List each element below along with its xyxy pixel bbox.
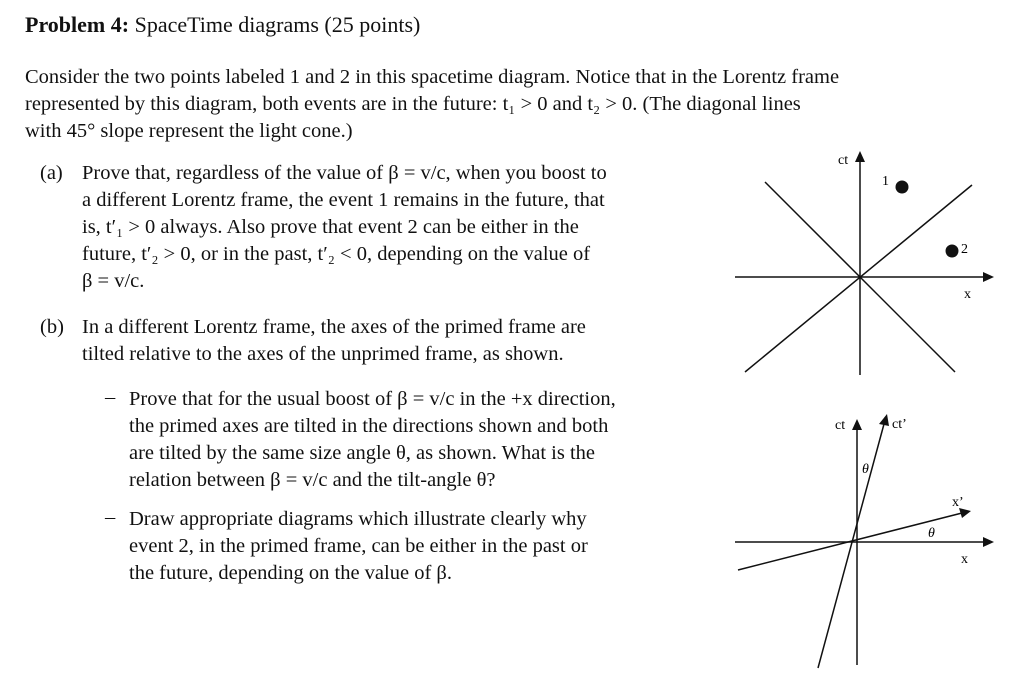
bullet-dash: – xyxy=(105,386,116,408)
part-a-line: is, t′₁ > 0 always. Also prove that event 2 can be either in the xyxy=(82,216,579,238)
part-a-line: a different Lorentz frame, the event 1 remains in the future, that xyxy=(82,189,605,211)
tilt-angle-t-label: θ xyxy=(862,462,869,477)
intro-line: with 45° slope represent the light cone.) xyxy=(25,120,353,142)
event-1-label: 1 xyxy=(882,174,889,189)
bullet-line: Draw appropriate diagrams which illustrate clearly why xyxy=(129,508,587,530)
bullet-line: the future, depending on the value of β. xyxy=(129,562,452,584)
intro-line: represented by this diagram, both events are in the future: t₁ > 0 and t₂ > 0. (The diagonal lines xyxy=(25,93,801,115)
x-axis-arrow xyxy=(983,537,994,547)
intro-line: Consider the two points labeled 1 and 2 in this spacetime diagram. Notice that in the Lorentz frame xyxy=(25,66,840,88)
ct-axis-arrow xyxy=(855,151,865,162)
part-b-line: tilted relative to the axes of the unprimed frame, as shown. xyxy=(82,343,564,365)
ct-prime-axis xyxy=(818,424,884,668)
x-axis-label: x xyxy=(964,287,971,302)
intro-paragraph xyxy=(25,64,1000,145)
part-a-line: β = v/c. xyxy=(82,270,145,292)
part-a-text xyxy=(82,160,712,295)
bullet-line: the primed axes are tilted in the directions shown and both xyxy=(129,415,609,437)
bullet-line: are tilted by the same size angle θ, as shown. What is the xyxy=(129,442,596,464)
ct-prime-axis-label: ct’ xyxy=(892,417,907,432)
part-b-label: (b) xyxy=(40,316,64,338)
part-b-text xyxy=(82,314,712,368)
problem-heading: SpaceTime diagrams (25 points) xyxy=(134,12,421,37)
ct-axis-label: ct xyxy=(838,153,849,168)
event-1-dot xyxy=(896,181,909,194)
part-a-label: (a) xyxy=(40,162,63,184)
tilt-angle-x-label: θ xyxy=(928,526,935,541)
part-a-line: Prove that, regardless of the value of β = v/c, when you boost to xyxy=(82,162,607,184)
ct-axis-label: ct xyxy=(835,418,846,433)
part-a-line: future, t′₂ > 0, or in the past, t′₂ < 0, depending on the value of xyxy=(82,243,591,265)
light-cone-line xyxy=(745,185,972,372)
bullet-line: relation between β = v/c and the tilt-angle θ? xyxy=(129,469,496,491)
bullet-line: Prove that for the usual boost of β = v/c in the +x direction, xyxy=(129,388,616,410)
problem-label: Problem 4: xyxy=(25,12,130,37)
spacetime-diagram-light-cone xyxy=(730,145,1000,385)
spacetime-diagram-primed-axes xyxy=(730,410,1000,672)
ct-prime-axis-arrow xyxy=(879,414,889,426)
problem-title xyxy=(25,12,420,38)
x-prime-axis-label: x’ xyxy=(952,495,964,510)
x-axis-label: x xyxy=(961,552,968,567)
event-2-label: 2 xyxy=(961,242,968,257)
bullet-draw-diagrams xyxy=(129,506,711,587)
event-2-dot xyxy=(946,245,959,258)
bullet-dash: – xyxy=(105,506,116,528)
ct-axis-arrow xyxy=(852,419,862,430)
bullet-prove-tilt xyxy=(129,386,711,494)
x-axis-arrow xyxy=(983,272,994,282)
part-b-line: In a different Lorentz frame, the axes of the primed frame are xyxy=(82,316,586,338)
bullet-line: event 2, in the primed frame, can be either in the past or xyxy=(129,535,588,557)
